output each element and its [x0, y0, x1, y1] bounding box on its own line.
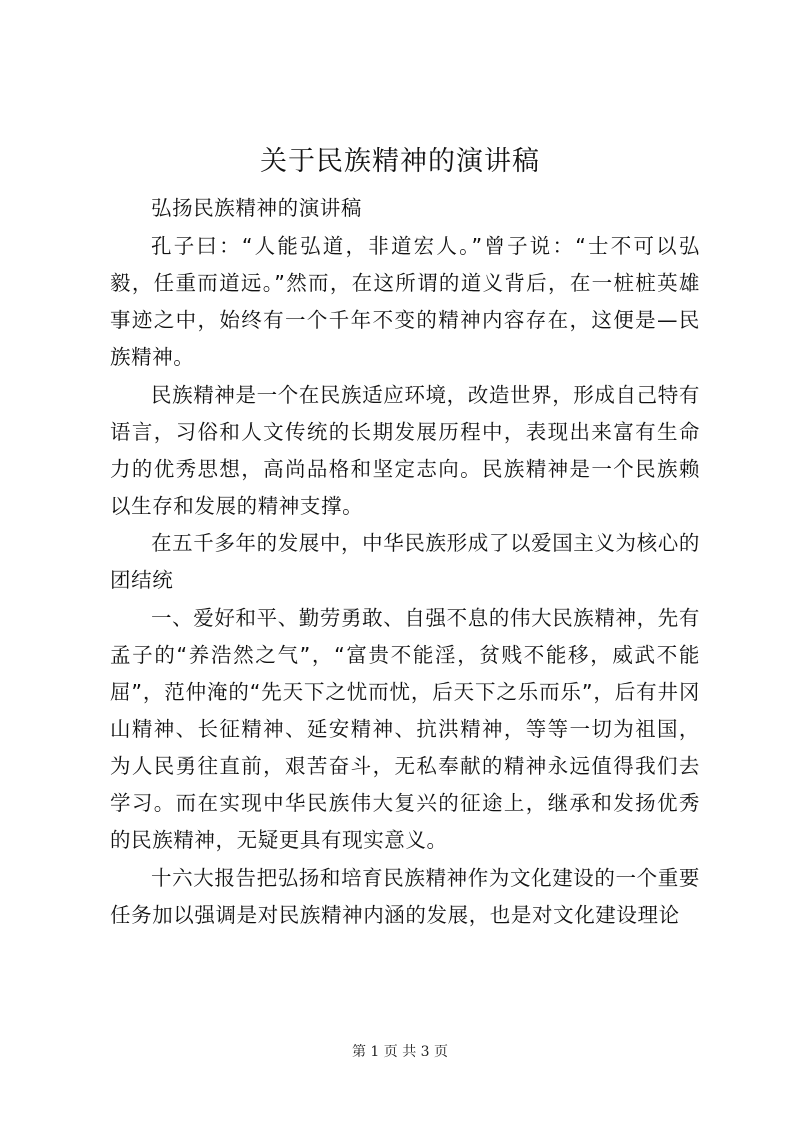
paragraph-confucius-quote: 孔子曰：“人能弘道，非道宏人。”曾子说：“士不可以弘毅，任重而道远。”然而，在这所谓的道义背后，在一桩桩英雄事迹之中，始终有一个千年不变的精神内容存在，这便是—民族精神。 — [110, 233, 700, 369]
page-number-footer: 第 1 页 共 3 页 — [351, 1044, 449, 1060]
document-body — [110, 190, 700, 935]
paragraph-subtitle: 弘扬民族精神的演讲稿 — [151, 196, 362, 220]
paragraph-definition: 民族精神是一个在民族适应环境，改造世界，形成自己特有语言，习俗和人文传统的长期发展历程中，表现出来富有生命力的优秀思想，高尚品格和坚定志向。民族精神是一个民族赖以生存和发展的精神支撑。 — [110, 382, 700, 518]
paragraph-sixteenth-congress: 十六大报告把弘扬和培育民族精神作为文化建设的一个重要任务加以强调是对民族精神内涵的发展，也是对文化建设理论 — [110, 865, 700, 927]
paragraph-five-thousand-years: 在五千多年的发展中，中华民族形成了以爱国主义为核心的团结统 — [110, 531, 700, 593]
document-title: 关于民族精神的演讲稿 — [260, 146, 540, 177]
paragraph-spirit-examples: 一、爱好和平、勤劳勇敢、自强不息的伟大民族精神，先有孟子的“养浩然之气”，“富贵不能淫，贫贱不能移，威武不能屈”，范仲淹的“先天下之忧而忧，后天下之乐而乐”，后有井冈山精神、长征精神、延安精神、抗洪精神，等等一切为祖国，为人民勇往直前，艰苦奋斗，无私奉献的精神永远值得我们去学习。而在实现中华民族伟大复兴的征途上，继承和发扬优秀的民族精神，无疑更具有现实意义。 — [110, 606, 700, 853]
